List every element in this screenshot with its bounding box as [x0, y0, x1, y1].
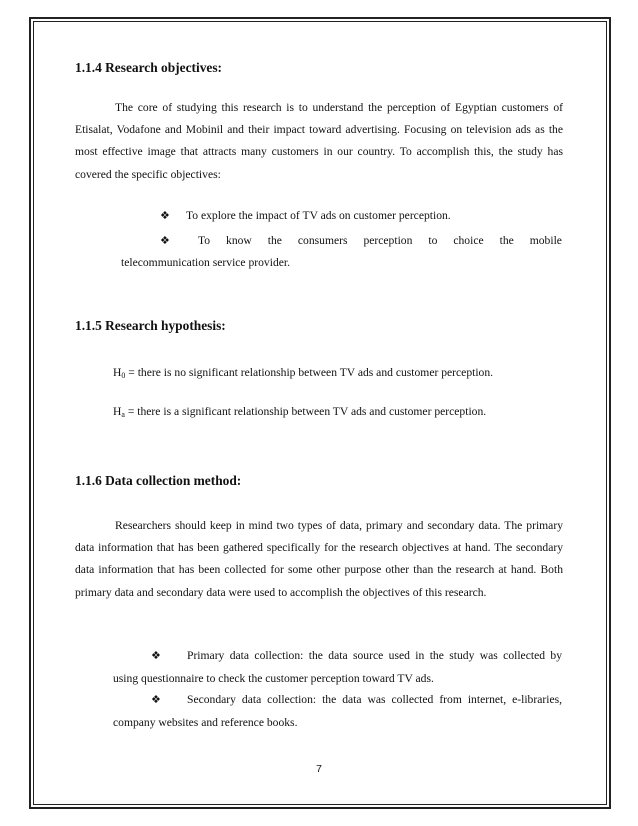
bullet-text-continuation: company websites and reference books. [113, 716, 298, 729]
bullet-icon: ❖ [151, 693, 161, 706]
bullet-icon: ❖ [160, 209, 170, 222]
bullet-item: ❖ Secondary data collection: the data was collected from internet, e-libraries, [151, 693, 562, 706]
bullet-text-continuation: telecommunication service provider. [121, 256, 291, 269]
paragraph-research-objectives: The core of studying this research is to understand the perception of Egyptian customers of Etisalat, Vodafone and Mobinil and their impact toward advertising. Focusing on television ads as the most effective image that attracts many customers in our country. To accomplish this, the study has covered the specific objectives: [75, 101, 563, 181]
bullet-icon: ❖ [160, 234, 170, 247]
bullet-item [160, 209, 451, 222]
page-number: 7 [316, 763, 322, 775]
heading-data-collection: 1.1.6 Data collection method: [75, 473, 242, 488]
bullet-text: To explore the impact of TV ads on customer perception. [186, 209, 451, 222]
paragraph-data-collection: Researchers should keep in mind two types of data, primary and secondary data. The primary data information that has been gathered specifically for the research objectives at hand. The secondary data information that has been collected for some other purpose other than the research at hand. Both primary data and secondary data were used to accomplish the objectives of this research. [75, 519, 563, 599]
hypothesis-alternative: $H_a$ = there is a significant relationship between TV ads and customer perception. [113, 405, 487, 419]
bullet-text-continuation: using questionnaire to check the customer perception toward TV ads. [113, 672, 434, 685]
heading-research-hypothesis: 1.1.5 Research hypothesis: [75, 318, 226, 333]
bullet-item: ❖ To know the consumers perception to choice the mobile [160, 234, 562, 247]
bullet-icon: ❖ [151, 649, 161, 662]
heading-research-objectives: 1.1.4 Research objectives: [75, 60, 223, 75]
hypothesis-null: $H_0$ = there is no significant relationship between TV ads and customer perception. [113, 366, 494, 380]
bullet-item: ❖ Primary data collection: the data source used in the study was collected by [151, 649, 562, 662]
